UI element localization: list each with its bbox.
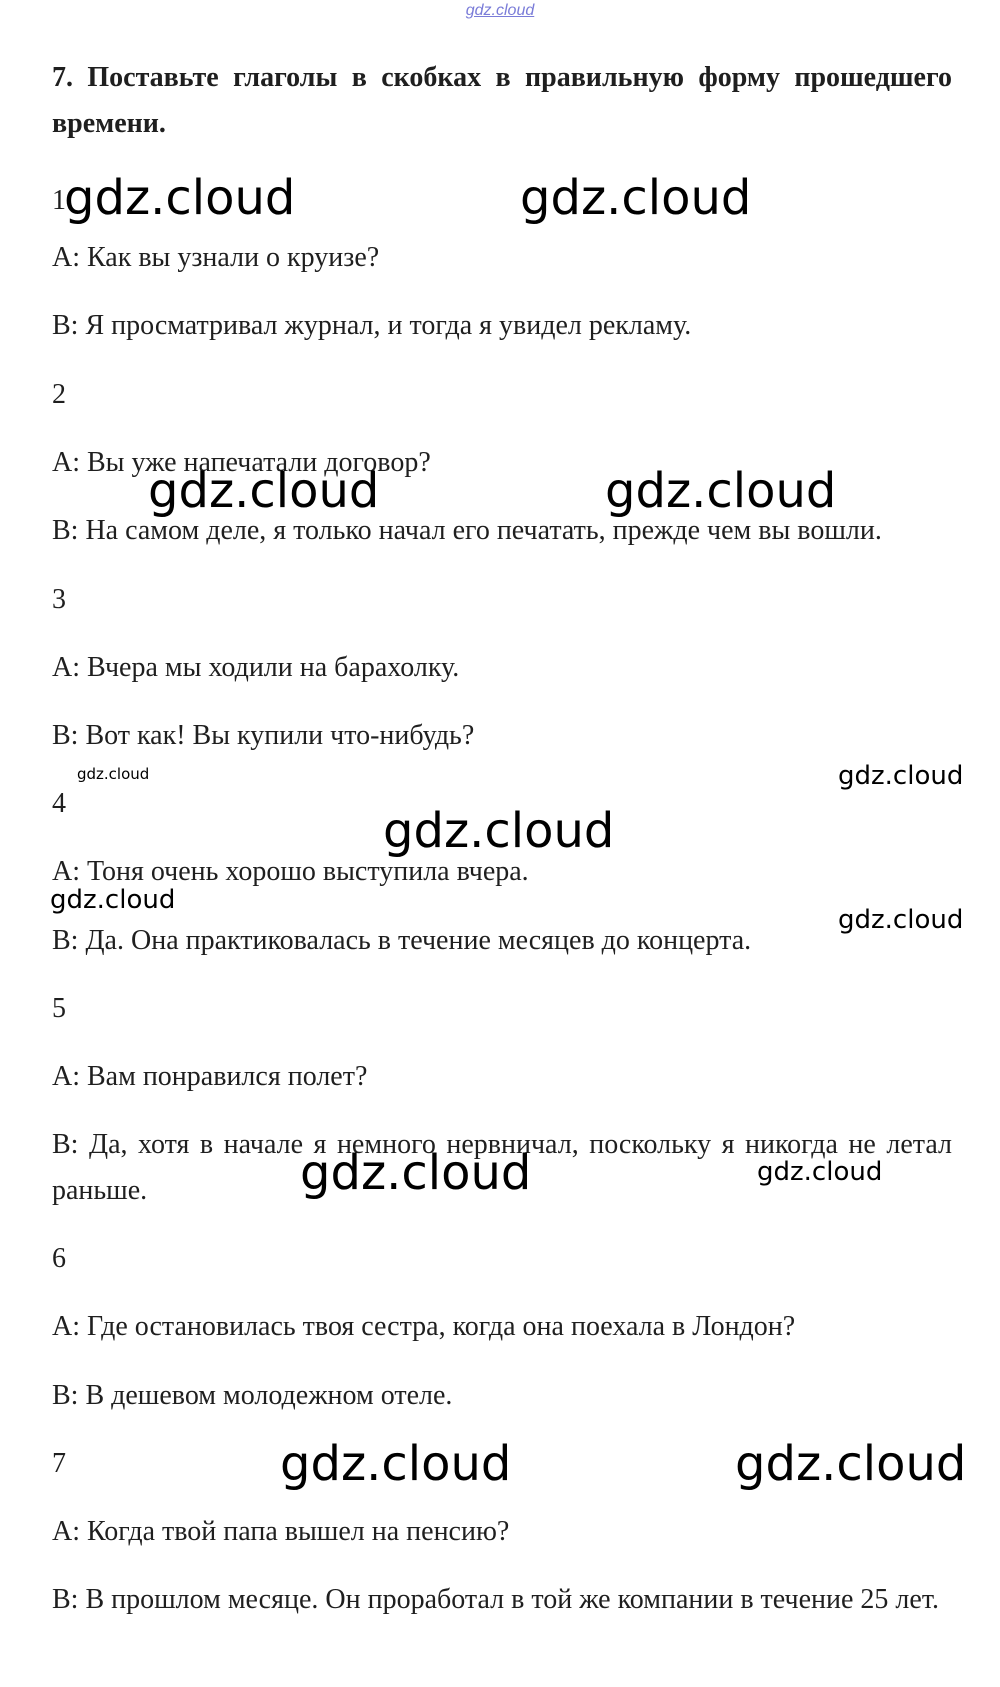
watermark: gdz.cloud <box>605 463 837 519</box>
item-7-question: A: Когда твой папа вышел на пенсию? <box>52 1516 510 1547</box>
item-number-7: 7 <box>52 1448 66 1479</box>
watermark: gdz.cloud <box>64 170 296 226</box>
item-4-answer: B: Да. Она практиковалась в течение месяцев до концерта. <box>52 925 752 956</box>
item-number-2: 2 <box>52 379 66 410</box>
item-2-answer: B: На самом деле, я только начал его печатать, прежде чем вы вошли. <box>52 515 882 546</box>
watermark: gdz.cloud <box>50 885 176 915</box>
item-3-answer: B: Вот как! Вы купили что-нибудь? <box>52 720 475 751</box>
item-3-question: A: Вчера мы ходили на барахолку. <box>52 652 460 683</box>
item-1-answer: B: Я просматривал журнал, и тогда я увидел рекламу. <box>52 310 692 341</box>
watermark: gdz.cloud <box>838 761 964 791</box>
header-watermark[interactable]: gdz.cloud <box>465 2 535 19</box>
item-5-answer: B: Да, хотя в начале я немного нервничал, поскольку я никогда не летал раньше. <box>52 1129 952 1206</box>
watermark: gdz.cloud <box>838 905 964 935</box>
item-2-question: A: Вы уже напечатали договор? <box>52 447 431 478</box>
item-number-1: 1 <box>52 185 66 216</box>
task-header <box>52 55 952 147</box>
item-5-question: A: Вам понравился полет? <box>52 1061 368 1092</box>
item-6-answer: B: В дешевом молодежном отеле. <box>52 1380 453 1411</box>
watermark: gdz.cloud <box>383 803 615 859</box>
item-number-5: 5 <box>52 993 66 1024</box>
watermark: gdz.cloud <box>757 1157 883 1187</box>
watermark: gdz.cloud <box>300 1145 532 1201</box>
item-7-answer: B: В прошлом месяце. Он проработал в той же компании в течение 25 лет. <box>52 1584 939 1615</box>
item-4-question: A: Тоня очень хорошо выступила вчера. <box>52 856 529 887</box>
item-1-question: A: Как вы узнали о круизе? <box>52 242 380 273</box>
watermark: gdz.cloud <box>280 1436 512 1492</box>
item-number-6: 6 <box>52 1243 66 1274</box>
watermark: gdz.cloud <box>148 463 380 519</box>
item-number-4: 4 <box>52 788 66 819</box>
watermark: gdz.cloud <box>735 1436 967 1492</box>
task-title: 7. Поставьте глаголы в скобках в правильную форму прошедшего времени. <box>52 62 952 139</box>
item-number-3: 3 <box>52 584 66 615</box>
watermark: gdz.cloud <box>77 765 150 783</box>
watermark: gdz.cloud <box>520 170 752 226</box>
item-6-question: A: Где остановилась твоя сестра, когда она поехала в Лондон? <box>52 1311 796 1342</box>
